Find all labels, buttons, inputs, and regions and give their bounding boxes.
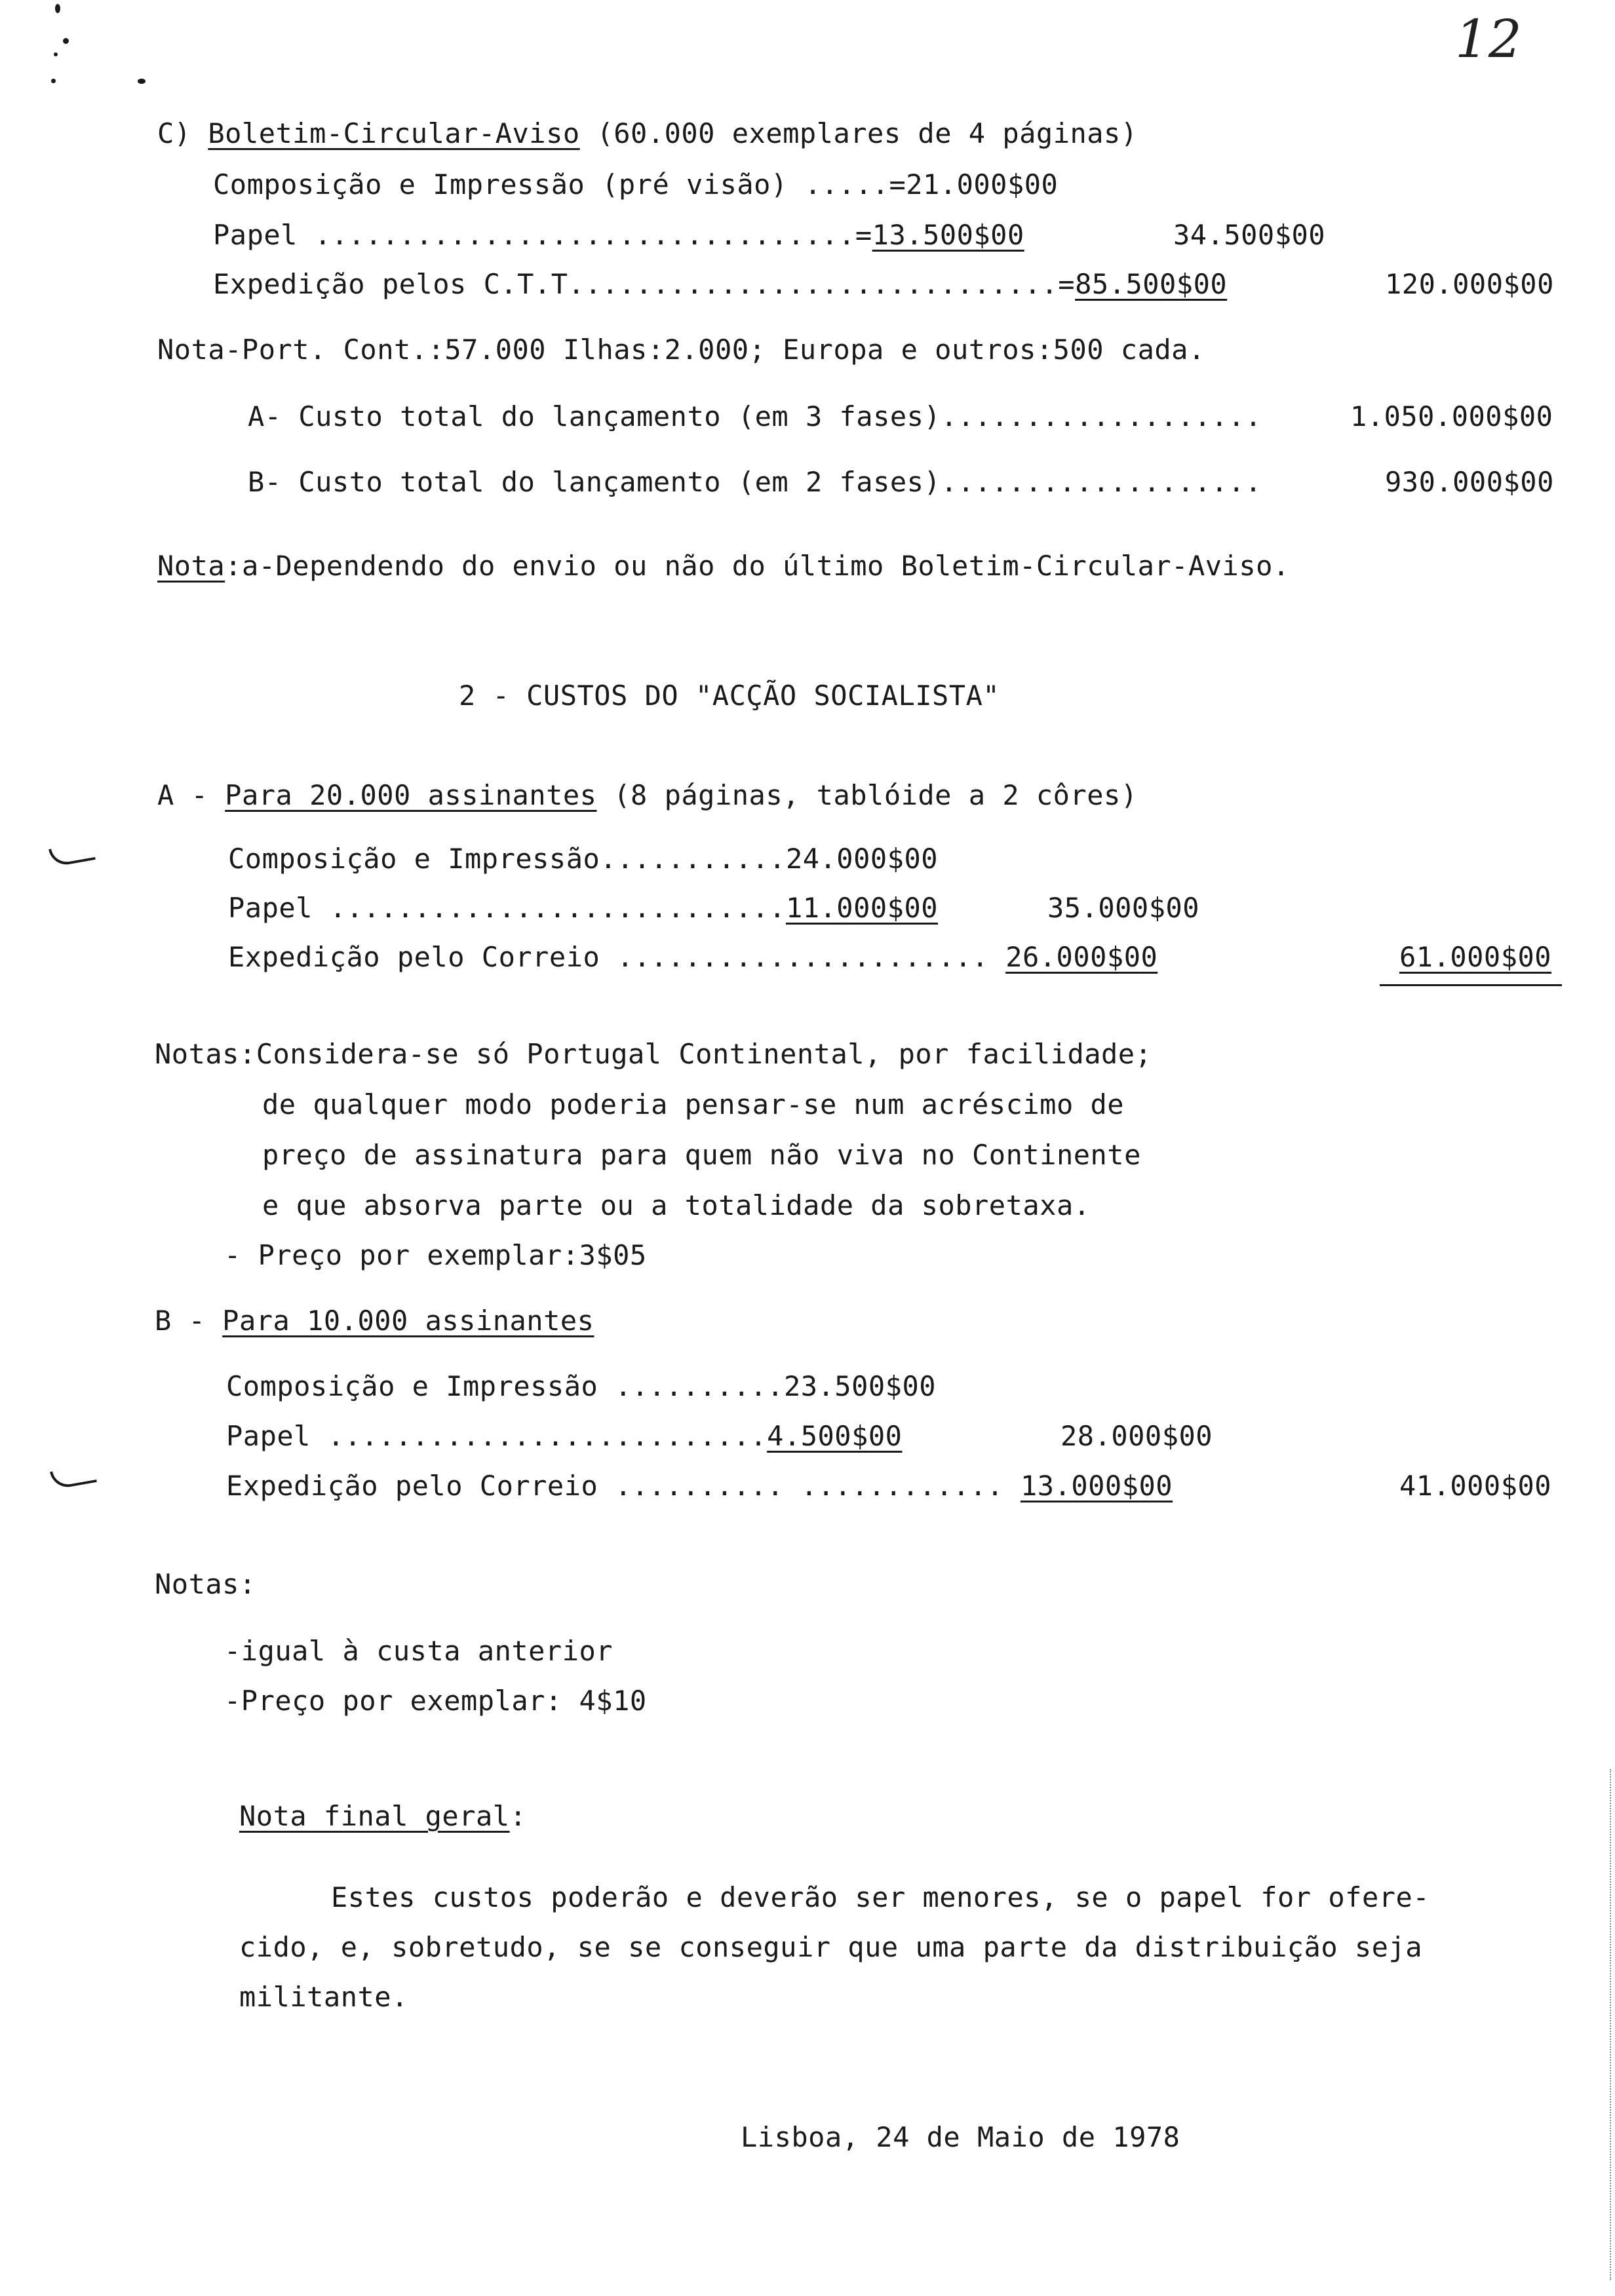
- section-c-expedicao-amount: 85.500$00: [1075, 268, 1228, 300]
- part-a-notas-3: preço de assinatura para quem não viva no Continente: [262, 1139, 1141, 1171]
- part-b-notas-1: -igual à custa anterior: [224, 1635, 613, 1667]
- part-a-notas-2: de qualquer modo poderia pensar-se num acréscimo de: [262, 1088, 1125, 1120]
- section-c-line-expedicao: Expedição pelos C.T.T.............................=85.500$00: [213, 268, 1228, 300]
- section-c-line-papel: Papel ................................=13.500$00: [213, 219, 1024, 251]
- section-c-marker: C): [157, 117, 191, 149]
- scan-edge-line: [1610, 1769, 1611, 2280]
- part-b-notas-2: -Preço por exemplar: 4$10: [224, 1685, 647, 1717]
- scan-speck: [54, 52, 58, 56]
- final-note-line-2: cido, e, sobretudo, se se conseguir que uma parte da distribuição seja: [239, 1931, 1423, 1963]
- part-a-line-expedicao: Expedição pelo Correio ...................... 26.000$00: [228, 941, 1158, 973]
- part-a-papel-amount: 11.000$00: [785, 892, 939, 924]
- part-b-line-expedicao: Expedição pelo Correio .......... ............ 13.000$00: [226, 1470, 1173, 1502]
- part-b-expedicao-amount: 13.000$00: [1020, 1470, 1173, 1502]
- part-a-line-papel: Papel ...........................11.000$00: [228, 892, 939, 924]
- part-a-title-line: A - Para 20.000 assinantes (8 páginas, tablóide a 2 côres): [157, 779, 1138, 811]
- part-a-total-double-rule: [1380, 984, 1562, 986]
- nota-label: Nota: [157, 550, 225, 582]
- section-c-papel-amount: 13.500$00: [872, 219, 1024, 251]
- scan-speck: [55, 4, 60, 13]
- scan-speck: [138, 79, 146, 84]
- section-c-title-line: [157, 117, 1138, 151]
- part-b-line-papel: Papel ..........................4.500$00: [226, 1420, 903, 1452]
- section-2-heading: 2 - CUSTOS DO "ACÇÃO SOCIALISTA": [459, 679, 1000, 712]
- section-c-nota: Nota:a-Dependendo do envio ou não do último Boletim-Circular-Aviso.: [157, 550, 1290, 582]
- page-number: 12: [1455, 9, 1522, 69]
- part-a-notas-1: Notas:Considera-se só Portugal Continental, por facilidade;: [155, 1038, 1152, 1070]
- section-c-total: 120.000$00: [1385, 268, 1554, 300]
- part-b-title-line: B - Para 10.000 assinantes: [155, 1305, 594, 1337]
- section-c-subtotal: 34.500$00: [1173, 219, 1326, 251]
- part-b-papel-amount: 4.500$00: [767, 1420, 903, 1452]
- section-c-nota-port: Nota-Port. Cont.:57.000 Ilhas:2.000; Europa e outros:500 cada.: [157, 334, 1205, 366]
- part-a-line-composicao: Composição e Impressão...........24.000$00: [228, 843, 939, 875]
- section-c-line-composicao: Composição e Impressão (pré visão) .....=21.000$00: [213, 168, 1059, 201]
- part-a-title: Para 20.000 assinantes: [225, 779, 597, 811]
- part-a-notas-4: e que absorva parte ou a totalidade da sobretaxa.: [262, 1189, 1091, 1221]
- part-a-preco: - Preço por exemplar:3$05: [224, 1239, 647, 1271]
- final-note-label-line: Nota final geral:: [239, 1800, 527, 1832]
- part-a-subtotal: 35.000$00: [1047, 892, 1200, 924]
- part-a-total: 61.000$00: [1399, 941, 1552, 973]
- custo-total-b-value: 930.000$00: [1385, 466, 1554, 498]
- margin-pen-mark: [50, 1464, 97, 1489]
- scan-speck: [51, 79, 56, 83]
- part-b-subtotal: 28.000$00: [1060, 1420, 1213, 1452]
- part-a-expedicao-amount: 26.000$00: [1005, 941, 1158, 973]
- scan-speck: [63, 38, 69, 44]
- part-b-notas-label: Notas:: [155, 1568, 256, 1600]
- final-note-line-1: Estes custos poderão e deverão ser menores, se o papel for ofere-: [331, 1881, 1430, 1913]
- part-b-line-composicao: Composição e Impressão ..........23.500$00: [226, 1370, 937, 1402]
- place-date: Lisboa, 24 de Maio de 1978: [741, 2121, 1180, 2153]
- part-b-title: Para 10.000 assinantes: [222, 1305, 594, 1337]
- section-c-title: Boletim-Circular-Aviso: [208, 117, 580, 149]
- part-b-total: 41.000$00: [1399, 1470, 1552, 1502]
- final-note-line-3: militante.: [239, 1981, 408, 2013]
- margin-pen-mark: [49, 841, 96, 867]
- custo-total-a-value: 1.050.000$00: [1350, 400, 1553, 432]
- section-c-subtitle: (60.000 exemplares de 4 páginas): [596, 117, 1138, 149]
- final-note-label: Nota final geral: [239, 1800, 510, 1832]
- custo-total-a: A- Custo total do lançamento (em 3 fases)...................: [248, 400, 1262, 432]
- custo-total-b: B- Custo total do lançamento (em 2 fases)...................: [248, 466, 1262, 498]
